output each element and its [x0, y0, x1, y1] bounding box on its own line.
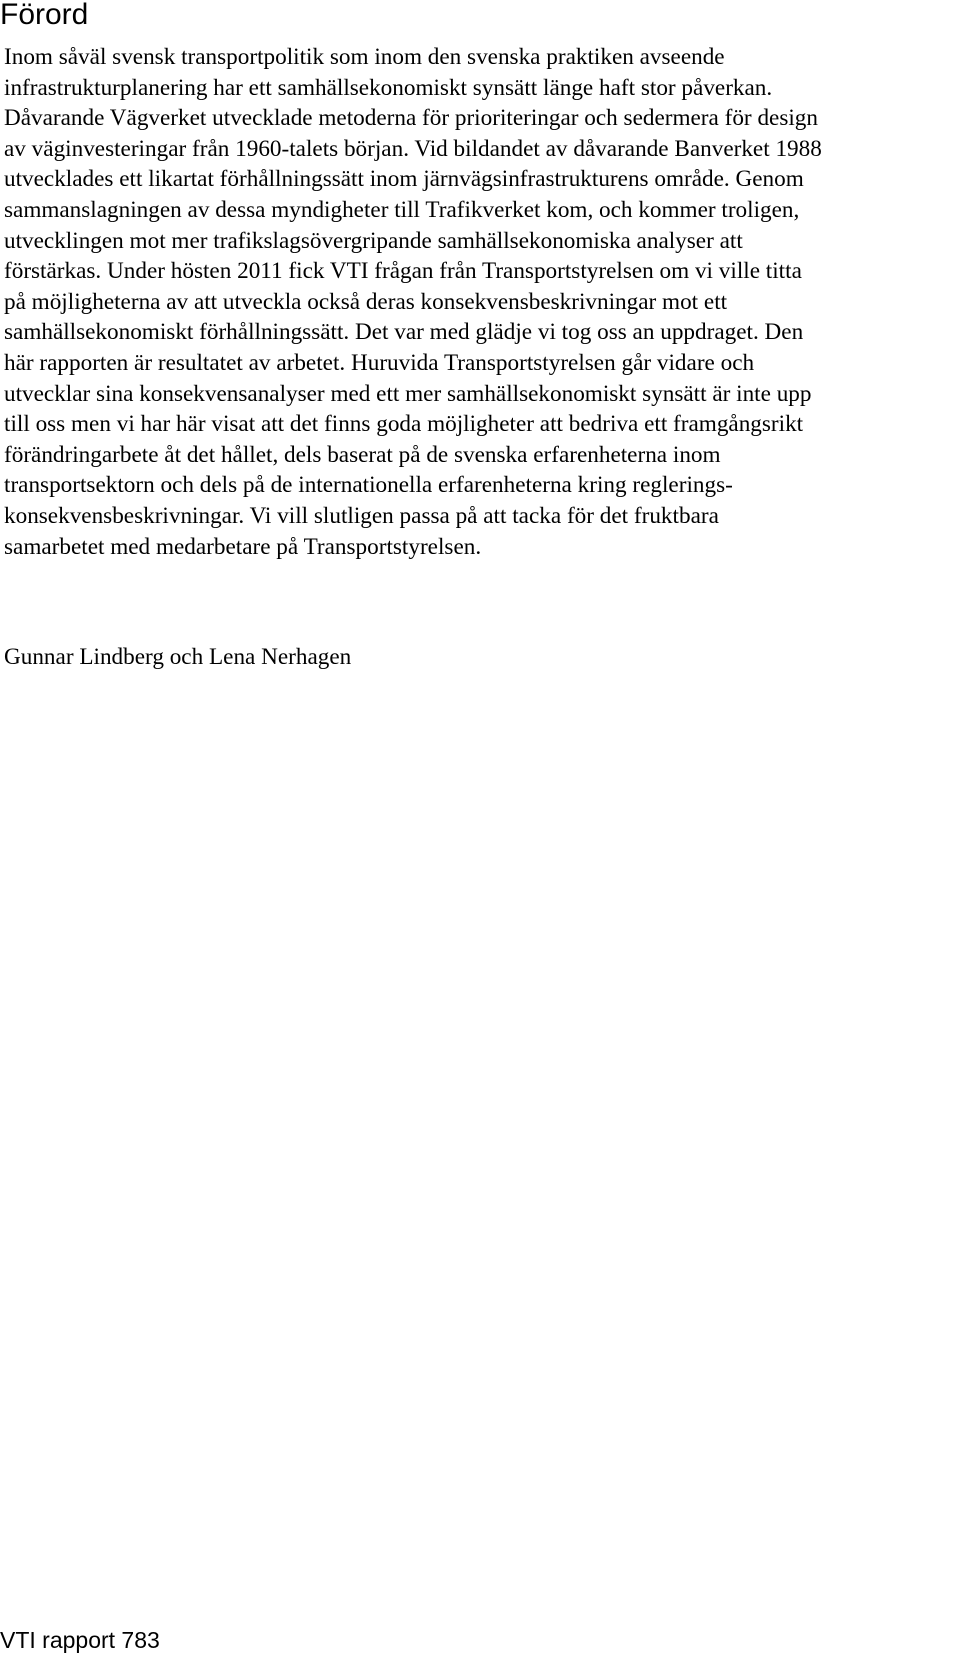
preface-paragraph	[4, 42, 960, 562]
page-title: Förord	[0, 0, 89, 31]
paragraph-line: konsekvensbeskrivningar. Vi vill slutligen passa på att tacka för det fruktbara	[4, 502, 719, 529]
paragraph-line: infrastrukturplanering har ett samhällsekonomiskt synsätt länge haft stor påverkan.	[4, 74, 773, 101]
paragraph-line: förändringarbete åt det hållet, dels baserat på de svenska erfarenheterna inom	[4, 441, 721, 468]
paragraph-line: på möjligheterna av att utveckla också deras konsekvensbeskrivningar mot ett	[4, 288, 728, 315]
paragraph-line: förstärkas. Under hösten 2011 fick VTI frågan från Transportstyrelsen om vi ville titta	[4, 258, 802, 285]
paragraph-line: utvecklades ett likartat förhållningssätt inom järnvägsinfrastrukturens område. Genom	[4, 166, 804, 193]
paragraph-line: Dåvarande Vägverket utvecklade metoderna för prioriteringar och sedermera för design	[4, 105, 818, 132]
page-footer: VTI rapport 783	[0, 1627, 160, 1653]
paragraph-line: här rapporten är resultatet av arbetet. Huruvida Transportstyrelsen går vidare och	[4, 349, 755, 376]
author-signature: Gunnar Lindberg och Lena Nerhagen	[4, 644, 352, 670]
paragraph-line: samarbetet med medarbetare på Transportstyrelsen.	[4, 533, 482, 560]
paragraph-line: transportsektorn och dels på de internationella erfarenheterna kring reglerings-	[4, 472, 733, 499]
paragraph-line: sammanslagningen av dessa myndigheter till Trafikverket kom, och kommer troligen,	[4, 196, 800, 223]
paragraph-line: utvecklar sina konsekvensanalyser med ett mer samhällsekonomiskt synsätt är inte upp	[4, 380, 812, 407]
paragraph-line: av väginvesteringar från 1960-talets början. Vid bildandet av dåvarande Banverket 1988	[4, 135, 822, 162]
paragraph-line: samhällsekonomiskt förhållningssätt. Det var med glädje vi tog oss an uppdraget. Den	[4, 319, 804, 346]
paragraph-line: Inom såväl svensk transportpolitik som inom den svenska praktiken avseende	[4, 44, 725, 70]
paragraph-line: utvecklingen mot mer trafikslagsövergripande samhällsekonomiska analyser att	[4, 227, 743, 254]
paragraph-line: till oss men vi har här visat att det finns goda möjligheter att bedriva ett framgångsrikt	[4, 411, 804, 438]
